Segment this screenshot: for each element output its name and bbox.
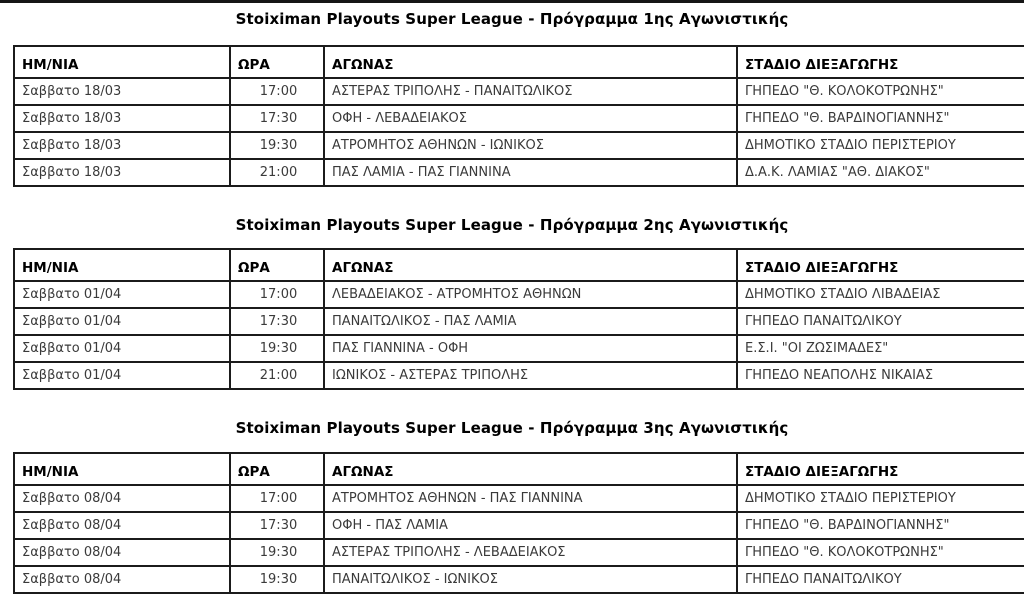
match-pairing: ΙΩΝΙΚΟΣ - ΑΣΤΕΡΑΣ ΤΡΙΠΟΛΗΣ <box>324 362 737 389</box>
match-venue: ΓΗΠΕΔΟ ΠΑΝΑΙΤΩΛΙΚΟΥ <box>737 308 1024 335</box>
table-header-row <box>14 453 1024 485</box>
match-pairing: ΠΑΝΑΙΤΩΛΙΚΟΣ - ΠΑΣ ΛΑΜΙΑ <box>324 308 737 335</box>
match-time: 17:00 <box>230 281 324 308</box>
match-row <box>14 485 1024 512</box>
matchday-3-table <box>13 452 1024 594</box>
match-row <box>14 566 1024 593</box>
match-date: Σαββατο 08/04 <box>14 485 230 512</box>
match-pairing: ΑΤΡΟΜΗΤΟΣ ΑΘΗΝΩΝ - ΙΩΝΙΚΟΣ <box>324 132 737 159</box>
match-pairing: ΟΦΗ - ΛΕΒΑΔΕΙΑΚΟΣ <box>324 105 737 132</box>
match-date: Σαββατο 08/04 <box>14 539 230 566</box>
match-venue: ΓΗΠΕΔΟ ΝΕΑΠΟΛΗΣ ΝΙΚΑΙΑΣ <box>737 362 1024 389</box>
match-venue: ΓΗΠΕΔΟ "Θ. ΒΑΡΔΙΝΟΓΙΑΝΝΗΣ" <box>737 512 1024 539</box>
col-header-date: ΗΜ/ΝΙΑ <box>14 453 230 485</box>
match-pairing: ΠΑΝΑΙΤΩΛΙΚΟΣ - ΙΩΝΙΚΟΣ <box>324 566 737 593</box>
match-time: 17:30 <box>230 512 324 539</box>
match-pairing: ΟΦΗ - ΠΑΣ ΛΑΜΙΑ <box>324 512 737 539</box>
match-row <box>14 308 1024 335</box>
match-row <box>14 512 1024 539</box>
match-venue: Δ.Α.Κ. ΛΑΜΙΑΣ "ΑΘ. ΔΙΑΚΟΣ" <box>737 159 1024 186</box>
match-pairing: ΛΕΒΑΔΕΙΑΚΟΣ - ΑΤΡΟΜΗΤΟΣ ΑΘΗΝΩΝ <box>324 281 737 308</box>
match-time: 17:00 <box>230 485 324 512</box>
match-date: Σαββατο 01/04 <box>14 281 230 308</box>
match-time: 21:00 <box>230 362 324 389</box>
col-header-date: ΗΜ/ΝΙΑ <box>14 46 230 78</box>
match-date: Σαββατο 01/04 <box>14 308 230 335</box>
col-header-match: ΑΓΩΝΑΣ <box>324 453 737 485</box>
match-date: Σαββατο 08/04 <box>14 566 230 593</box>
match-row <box>14 362 1024 389</box>
match-time: 19:30 <box>230 539 324 566</box>
match-row <box>14 335 1024 362</box>
match-row <box>14 539 1024 566</box>
matchday-2-title: Stoiximan Playouts Super League - Πρόγραμμα 2ης Αγωνιστικής <box>235 216 789 234</box>
col-header-time: ΩΡΑ <box>230 249 324 281</box>
match-date: Σαββατο 08/04 <box>14 512 230 539</box>
table-header-row <box>14 46 1024 78</box>
col-header-time: ΩΡΑ <box>230 453 324 485</box>
match-time: 19:30 <box>230 132 324 159</box>
col-header-time: ΩΡΑ <box>230 46 324 78</box>
match-venue: Ε.Σ.Ι. "ΟΙ ΖΩΣΙΜΑΔΕΣ" <box>737 335 1024 362</box>
matchday-2-table <box>13 248 1024 390</box>
match-row <box>14 105 1024 132</box>
col-header-date: ΗΜ/ΝΙΑ <box>14 249 230 281</box>
match-row <box>14 78 1024 105</box>
match-venue: ΓΗΠΕΔΟ "Θ. ΚΟΛΟΚΟΤΡΩΝΗΣ" <box>737 78 1024 105</box>
match-date: Σαββατο 18/03 <box>14 159 230 186</box>
match-venue: ΓΗΠΕΔΟ ΠΑΝΑΙΤΩΛΙΚΟΥ <box>737 566 1024 593</box>
match-time: 17:30 <box>230 308 324 335</box>
match-pairing: ΑΤΡΟΜΗΤΟΣ ΑΘΗΝΩΝ - ΠΑΣ ΓΙΑΝΝΙΝΑ <box>324 485 737 512</box>
match-venue: ΓΗΠΕΔΟ "Θ. ΚΟΛΟΚΟΤΡΩΝΗΣ" <box>737 539 1024 566</box>
match-time: 19:30 <box>230 335 324 362</box>
match-pairing: ΠΑΣ ΓΙΑΝΝΙΝΑ - ΟΦΗ <box>324 335 737 362</box>
col-header-venue: ΣΤΑΔΙΟ ΔΙΕΞΑΓΩΓΗΣ <box>737 453 1024 485</box>
matchday-3-title: Stoiximan Playouts Super League - Πρόγραμμα 3ης Αγωνιστικής <box>235 419 789 437</box>
match-date: Σαββατο 18/03 <box>14 105 230 132</box>
match-time: 17:00 <box>230 78 324 105</box>
matchday-1-title: Stoiximan Playouts Super League - Πρόγραμμα 1ης Αγωνιστικής <box>235 10 789 28</box>
match-time: 21:00 <box>230 159 324 186</box>
match-time: 17:30 <box>230 105 324 132</box>
match-time: 19:30 <box>230 566 324 593</box>
matchday-1-table <box>13 45 1024 187</box>
match-date: Σαββατο 01/04 <box>14 335 230 362</box>
match-row <box>14 159 1024 186</box>
table-header-row <box>14 249 1024 281</box>
match-row <box>14 132 1024 159</box>
col-header-match: ΑΓΩΝΑΣ <box>324 249 737 281</box>
match-row <box>14 281 1024 308</box>
col-header-venue: ΣΤΑΔΙΟ ΔΙΕΞΑΓΩΓΗΣ <box>737 249 1024 281</box>
match-date: Σαββατο 18/03 <box>14 132 230 159</box>
match-venue: ΓΗΠΕΔΟ "Θ. ΒΑΡΔΙΝΟΓΙΑΝΝΗΣ" <box>737 105 1024 132</box>
match-pairing: ΑΣΤΕΡΑΣ ΤΡΙΠΟΛΗΣ - ΠΑΝΑΙΤΩΛΙΚΟΣ <box>324 78 737 105</box>
match-pairing: ΠΑΣ ΛΑΜΙΑ - ΠΑΣ ΓΙΑΝΝΙΝΑ <box>324 159 737 186</box>
match-date: Σαββατο 18/03 <box>14 78 230 105</box>
match-pairing: ΑΣΤΕΡΑΣ ΤΡΙΠΟΛΗΣ - ΛΕΒΑΔΕΙΑΚΟΣ <box>324 539 737 566</box>
col-header-match: ΑΓΩΝΑΣ <box>324 46 737 78</box>
match-venue: ΔΗΜΟΤΙΚΟ ΣΤΑΔΙΟ ΠΕΡΙΣΤΕΡΙΟΥ <box>737 132 1024 159</box>
match-venue: ΔΗΜΟΤΙΚΟ ΣΤΑΔΙΟ ΛΙΒΑΔΕΙΑΣ <box>737 281 1024 308</box>
col-header-venue: ΣΤΑΔΙΟ ΔΙΕΞΑΓΩΓΗΣ <box>737 46 1024 78</box>
match-date: Σαββατο 01/04 <box>14 362 230 389</box>
match-venue: ΔΗΜΟΤΙΚΟ ΣΤΑΔΙΟ ΠΕΡΙΣΤΕΡΙΟΥ <box>737 485 1024 512</box>
top-border-line <box>0 0 1024 3</box>
